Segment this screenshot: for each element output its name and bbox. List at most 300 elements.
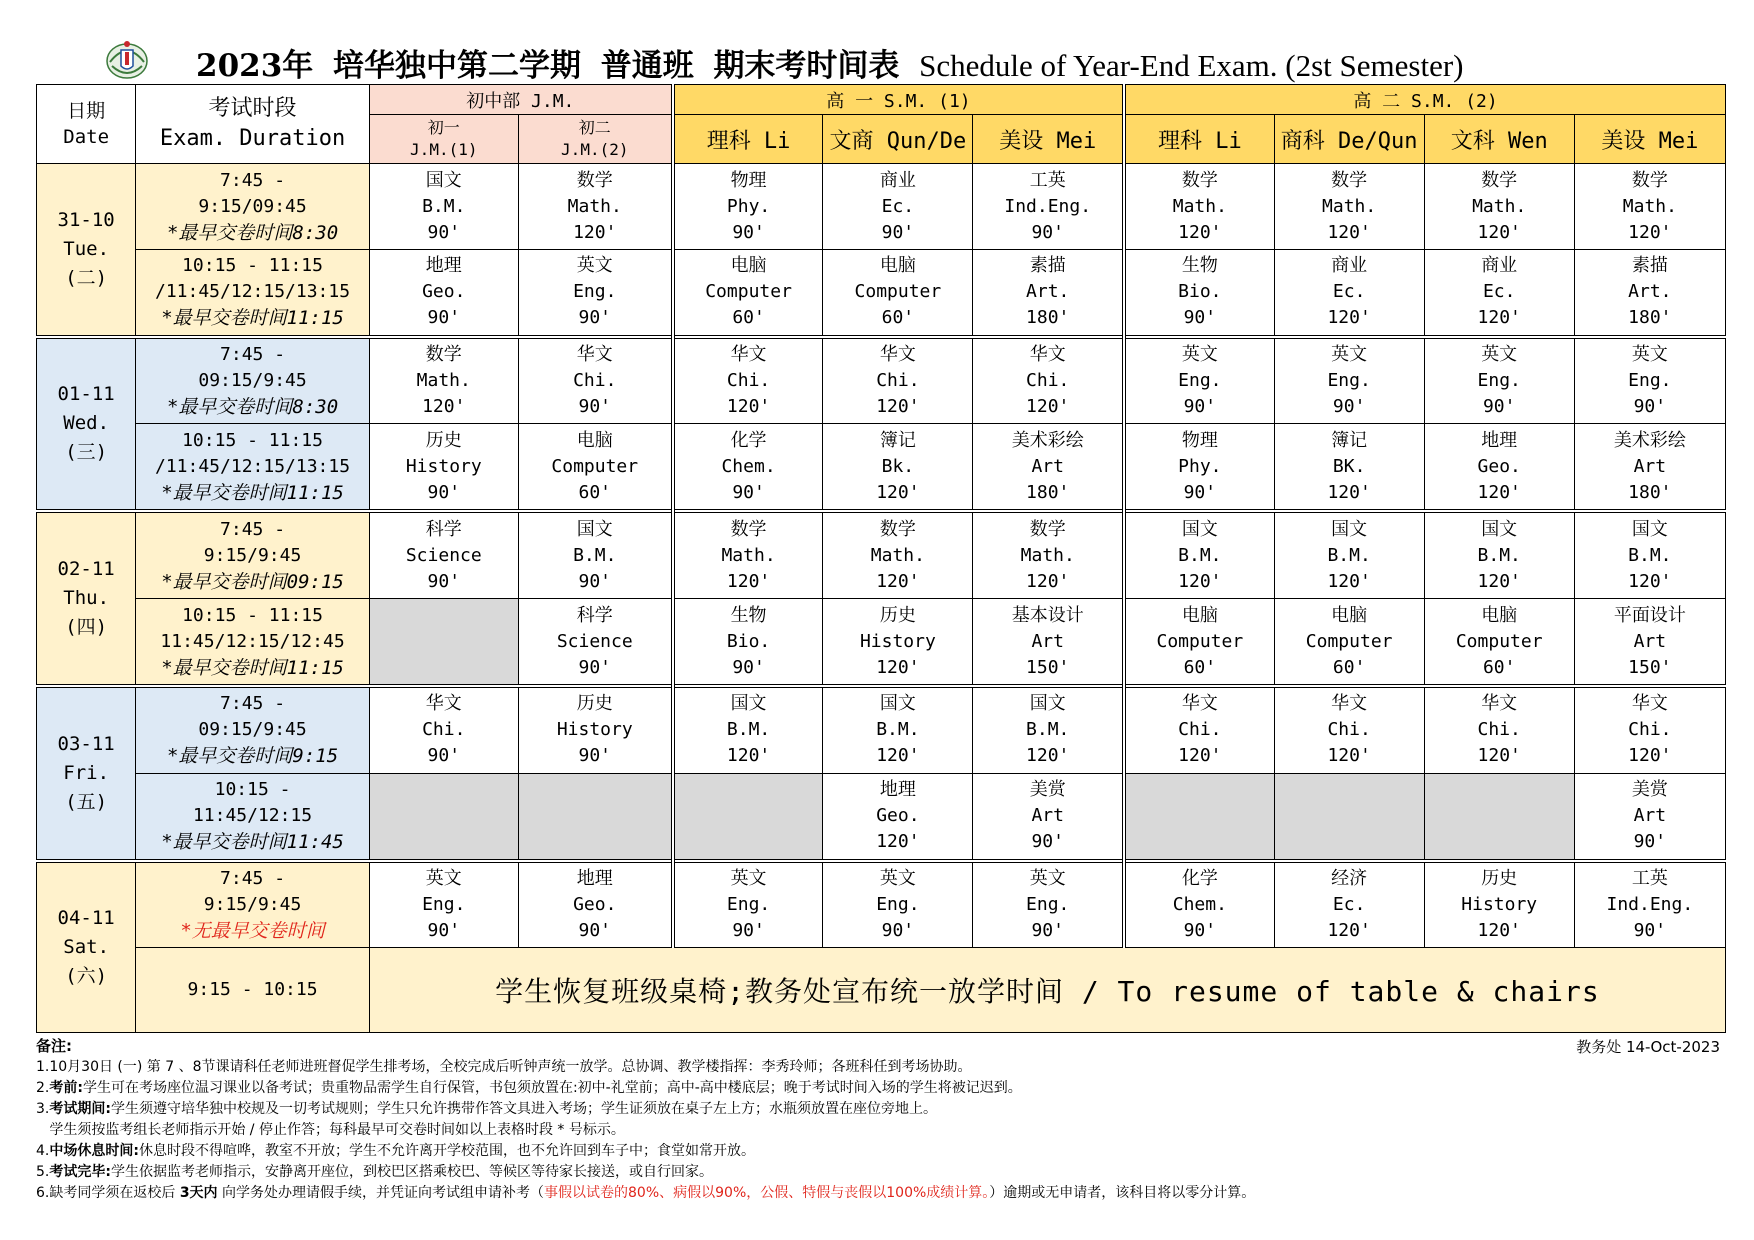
exam-cell bbox=[1424, 164, 1574, 250]
time-slot bbox=[136, 164, 370, 250]
day-cn: (六) bbox=[65, 964, 108, 987]
note-5: 5.考试完毕:学生依据监考老师指示，安静离开座位，到校巴区搭乘校巴、等候区等待家长接送，或自行回家。 bbox=[36, 1164, 713, 1180]
exam-cell bbox=[1274, 337, 1424, 424]
day-dow: Tue. bbox=[63, 237, 110, 260]
subject-cn: 电脑 bbox=[730, 255, 767, 277]
duration: 90' bbox=[1633, 831, 1667, 853]
school-logo-icon bbox=[104, 36, 150, 82]
duration: 90' bbox=[732, 919, 765, 941]
subject-cn: 地理 bbox=[1481, 429, 1518, 451]
earliest-submit-note: *最早交卷时间11:15 bbox=[161, 656, 344, 679]
time-range: 10:15 - bbox=[214, 779, 291, 801]
subject-cn: 电脑 bbox=[1181, 604, 1218, 626]
subject-cn: 华文 bbox=[1481, 693, 1518, 715]
duration: 120' bbox=[1178, 221, 1222, 243]
time-range: 09:15/9:45 bbox=[198, 370, 307, 392]
duration: 60' bbox=[578, 481, 612, 503]
exam-cell bbox=[823, 249, 973, 336]
earliest-submit-note: *无最早交卷时间 bbox=[180, 919, 325, 942]
subject-en: Computer bbox=[1455, 630, 1543, 652]
duration: 90' bbox=[427, 481, 461, 503]
note-1: 1.10月30日 (一) 第 7 、8节课请科任老师进班督促学生排考场，全校完成后听钟声统一放学。总协调、教学楼指挥：李秀玲师；各班科任到考场协助。 bbox=[36, 1059, 972, 1075]
subject-cn: 基本设计 bbox=[1011, 604, 1084, 626]
subject-cn: 数学 bbox=[1029, 518, 1066, 540]
duration: 90' bbox=[427, 307, 461, 329]
duration: 90' bbox=[1031, 221, 1064, 243]
day-cell bbox=[37, 511, 136, 686]
subject-en: Ec. bbox=[1332, 281, 1366, 303]
subject-en: Chem. bbox=[721, 455, 776, 477]
subject-en: Eng. bbox=[422, 893, 466, 915]
day-cell bbox=[37, 861, 136, 1033]
subject-cn: 英文 bbox=[1029, 867, 1066, 889]
subject-cn: 美赏 bbox=[1029, 779, 1066, 801]
subject-cn: 英文 bbox=[1631, 344, 1668, 366]
subject-cn: 地理 bbox=[576, 867, 613, 889]
duration: 120' bbox=[876, 656, 920, 678]
note-4: 4.中场休息时间:休息时段不得喧哗，教室不开放；学生不允许离开学校范围，也不允许回到车子中；食堂如常开放。 bbox=[36, 1143, 755, 1159]
exam-cell bbox=[1124, 337, 1274, 424]
day-dow: Sat. bbox=[63, 935, 110, 958]
empty-slot bbox=[518, 773, 673, 860]
subject-en: Chi. bbox=[573, 370, 617, 392]
subject-en: Phy. bbox=[726, 195, 771, 217]
empty-slot bbox=[1124, 773, 1274, 860]
duration: 120' bbox=[1026, 396, 1070, 418]
exam-cell bbox=[1274, 599, 1424, 686]
time-slot: 9:15 - 10:15 bbox=[136, 948, 370, 1033]
subject-cn: 化学 bbox=[1181, 867, 1218, 889]
duration: 120' bbox=[1477, 570, 1521, 592]
subject-cn: 美术彩绘 bbox=[1011, 429, 1084, 451]
exam-cell bbox=[1424, 249, 1574, 336]
time-range: 09:15/9:45 bbox=[198, 719, 307, 741]
schedule-row bbox=[37, 773, 1726, 860]
subject-en: Chi. bbox=[726, 370, 771, 392]
duration: 120' bbox=[1628, 570, 1672, 592]
time-range: 11:45/12:15/12:45 bbox=[160, 630, 345, 652]
subject-en: Math. bbox=[416, 370, 471, 392]
subject-cn: 地理 bbox=[879, 779, 916, 801]
subject-cn: 化学 bbox=[730, 429, 767, 451]
exam-cell bbox=[673, 686, 823, 773]
exam-cell bbox=[369, 249, 518, 336]
subject-en: Geo. bbox=[422, 281, 466, 303]
subject-en: B.M. bbox=[1477, 544, 1521, 566]
header-sm2-wen: 文科 Wen bbox=[1424, 115, 1574, 164]
duration: 90' bbox=[1031, 919, 1064, 941]
duration: 120' bbox=[1178, 570, 1222, 592]
exam-cell bbox=[1424, 599, 1574, 686]
empty-slot bbox=[369, 599, 518, 686]
exam-cell bbox=[518, 861, 673, 948]
earliest-submit-note: *最早交卷时间11:15 bbox=[161, 481, 344, 504]
subject-cn: 生物 bbox=[730, 604, 767, 626]
exam-cell bbox=[1424, 861, 1574, 948]
subject-en: Eng. bbox=[1178, 370, 1222, 392]
subject-en: Art bbox=[1031, 805, 1064, 827]
duration: 120' bbox=[876, 570, 920, 592]
subject-en: Eng. bbox=[876, 893, 920, 915]
subject-cn: 经济 bbox=[1331, 867, 1368, 889]
subject-cn: 物理 bbox=[1181, 429, 1218, 451]
exam-cell bbox=[369, 337, 518, 424]
time-range: 7:45 - bbox=[220, 693, 286, 715]
duration: 90' bbox=[732, 221, 765, 243]
subject-cn: 生物 bbox=[1181, 255, 1218, 277]
subject-cn: 华文 bbox=[1181, 693, 1218, 715]
empty-slot bbox=[673, 773, 823, 860]
subject-en: Computer bbox=[1156, 630, 1244, 652]
time-range: 10:15 - 11:15 bbox=[182, 429, 323, 451]
earliest-submit-note: *最早交卷时间11:15 bbox=[161, 307, 344, 330]
exam-cell bbox=[518, 686, 673, 773]
duration: 90' bbox=[578, 919, 612, 941]
schedule-row bbox=[37, 164, 1726, 250]
duration: 60' bbox=[1332, 656, 1366, 678]
subject-en: Art bbox=[1031, 455, 1064, 477]
subject-cn: 国文 bbox=[730, 693, 767, 715]
exam-cell bbox=[673, 337, 823, 424]
schedule-row bbox=[37, 599, 1726, 686]
duration: 120' bbox=[726, 745, 771, 767]
exam-cell bbox=[369, 424, 518, 511]
subject-cn: 数学 bbox=[1331, 169, 1368, 191]
subject-cn: 科学 bbox=[576, 604, 613, 626]
duration: 120' bbox=[1327, 307, 1371, 329]
duration: 60' bbox=[1482, 656, 1516, 678]
exam-cell bbox=[1124, 164, 1274, 250]
subject-cn: 华文 bbox=[576, 344, 613, 366]
exam-cell bbox=[973, 511, 1124, 598]
day-dow: Wed. bbox=[63, 412, 110, 435]
subject-en: Eng. bbox=[573, 281, 617, 303]
note-3: 3.考试期间:学生须遵守培华独中校规及一切考试规则；学生只允许携带作答文具进入考场；学生证须放在桌子左上方；水瓶须放置在座位旁地上。 bbox=[36, 1101, 937, 1117]
subject-en: Math. bbox=[721, 544, 776, 566]
exam-cell bbox=[1274, 861, 1424, 948]
day-date: 04-11 bbox=[57, 906, 115, 929]
subject-cn: 国文 bbox=[1331, 518, 1368, 540]
duration: 90' bbox=[1031, 831, 1064, 853]
subject-en: Ind.Eng. bbox=[1004, 195, 1092, 217]
duration: 120' bbox=[876, 481, 920, 503]
subject-cn: 簿记 bbox=[879, 429, 916, 451]
resume-banner: 学生恢复班级桌椅;教务处宣布统一放学时间 / To resume of table & chairs bbox=[369, 948, 1725, 1033]
day-date: 31-10 bbox=[57, 208, 115, 231]
time-range: 7:45 - bbox=[220, 344, 286, 366]
subject-cn: 素描 bbox=[1029, 255, 1066, 277]
subject-en: Geo. bbox=[573, 893, 617, 915]
header-sm1-mei: 美设 Mei bbox=[973, 115, 1124, 164]
subject-cn: 英文 bbox=[1181, 344, 1218, 366]
duration: 120' bbox=[422, 396, 466, 418]
exam-cell bbox=[1274, 164, 1424, 250]
subject-en: Bk. bbox=[881, 455, 915, 477]
exam-cell bbox=[673, 249, 823, 336]
empty-slot bbox=[1424, 773, 1574, 860]
time-slot bbox=[136, 337, 370, 424]
exam-cell bbox=[1124, 511, 1274, 598]
subject-en: Phy. bbox=[1178, 455, 1222, 477]
subject-en: Bio. bbox=[726, 630, 771, 652]
subject-cn: 国文 bbox=[425, 169, 462, 191]
subject-en: History bbox=[859, 630, 936, 652]
exam-cell bbox=[1124, 686, 1274, 773]
subject-cn: 历史 bbox=[879, 604, 916, 626]
time-range: /11:45/12:15/13:15 bbox=[155, 281, 351, 303]
subject-en: Eng. bbox=[1628, 370, 1672, 392]
subject-cn: 历史 bbox=[425, 429, 462, 451]
duration: 120' bbox=[876, 745, 920, 767]
subject-cn: 华文 bbox=[1631, 693, 1668, 715]
duration: 120' bbox=[726, 396, 771, 418]
duration: 120' bbox=[1477, 481, 1521, 503]
time-slot bbox=[136, 861, 370, 948]
exam-cell bbox=[1424, 686, 1574, 773]
subject-en: Bio. bbox=[1178, 281, 1222, 303]
header-date: 日期 Date bbox=[37, 85, 136, 164]
duration: 90' bbox=[1332, 396, 1366, 418]
duration: 90' bbox=[1183, 481, 1217, 503]
time-slot bbox=[136, 686, 370, 773]
subject-en: Chi. bbox=[1327, 719, 1371, 741]
time-range: /11:45/12:15/13:15 bbox=[155, 455, 351, 477]
duration: 120' bbox=[1327, 481, 1371, 503]
exam-cell bbox=[973, 249, 1124, 336]
duration: 120' bbox=[1327, 919, 1371, 941]
exam-cell bbox=[518, 337, 673, 424]
day-cell bbox=[37, 337, 136, 512]
exam-cell bbox=[973, 337, 1124, 424]
subject-en: Geo. bbox=[1477, 455, 1521, 477]
header-sm1-li: 理科 Li bbox=[673, 115, 823, 164]
exam-cell bbox=[823, 164, 973, 250]
subject-cn: 商业 bbox=[1331, 255, 1368, 277]
subject-en: History bbox=[556, 719, 633, 741]
exam-cell bbox=[518, 511, 673, 598]
day-cn: (二) bbox=[65, 266, 108, 289]
exam-cell bbox=[823, 773, 973, 860]
subject-en: Computer bbox=[551, 455, 639, 477]
subject-cn: 英文 bbox=[730, 867, 767, 889]
subject-en: Art bbox=[1633, 630, 1667, 652]
exam-cell bbox=[823, 511, 973, 598]
day-cell bbox=[37, 164, 136, 337]
note-2: 2.考前:学生可在考场座位温习课业以备考试；贵重物品需学生自行保管，书包须放置在:初中-礼堂前；高中-高中楼底层；晚于考试时间入场的学生将被记迟到。 bbox=[36, 1080, 1022, 1096]
subject-cn: 平面设计 bbox=[1613, 604, 1686, 626]
subject-cn: 数学 bbox=[730, 518, 767, 540]
subject-en: Math. bbox=[1172, 195, 1227, 217]
subject-en: Math. bbox=[1472, 195, 1527, 217]
issuer-stamp: 教务处 14-Oct-2023 bbox=[1576, 1038, 1720, 1056]
time-slot bbox=[136, 249, 370, 336]
header-jm1: 初一 J.M.(1) bbox=[369, 115, 518, 164]
subject-en: Chi. bbox=[1026, 370, 1070, 392]
subject-en: Eng. bbox=[726, 893, 771, 915]
subject-cn: 国文 bbox=[879, 693, 916, 715]
empty-slot bbox=[369, 773, 518, 860]
duration: 90' bbox=[1633, 396, 1667, 418]
exam-cell bbox=[1124, 249, 1274, 336]
exam-schedule-table bbox=[36, 84, 1726, 1033]
exam-cell bbox=[1574, 686, 1725, 773]
subject-cn: 国文 bbox=[576, 518, 613, 540]
exam-cell bbox=[673, 424, 823, 511]
subject-cn: 商业 bbox=[879, 169, 916, 191]
subject-cn: 地理 bbox=[425, 255, 462, 277]
subject-en: History bbox=[1461, 893, 1538, 915]
duration: 90' bbox=[427, 221, 461, 243]
subject-cn: 电脑 bbox=[1331, 604, 1368, 626]
time-range: 9:15/9:45 bbox=[203, 544, 302, 566]
exam-cell bbox=[1574, 599, 1725, 686]
subject-en: Ec. bbox=[1482, 281, 1516, 303]
schedule-row-final bbox=[37, 948, 1726, 1033]
subject-cn: 英文 bbox=[1481, 344, 1518, 366]
subject-cn: 华文 bbox=[1331, 693, 1368, 715]
exam-cell bbox=[1124, 861, 1274, 948]
duration: 90' bbox=[578, 396, 612, 418]
exam-cell bbox=[518, 249, 673, 336]
day-date: 03-11 bbox=[57, 732, 115, 755]
duration: 120' bbox=[1628, 221, 1672, 243]
duration: 120' bbox=[1327, 745, 1371, 767]
note-3b: 学生须按监考组长老师指示开始 / 停止作答；每科最早可交卷时间如以上表格时段 * 号标示。 bbox=[49, 1122, 625, 1138]
duration: 120' bbox=[726, 570, 771, 592]
exam-cell bbox=[823, 424, 973, 511]
exam-cell bbox=[823, 337, 973, 424]
day-cn: (四) bbox=[65, 616, 108, 639]
subject-cn: 华文 bbox=[1029, 344, 1066, 366]
subject-en: Chi. bbox=[1477, 719, 1521, 741]
subject-cn: 簿记 bbox=[1331, 429, 1368, 451]
subject-en: Ec. bbox=[1332, 893, 1366, 915]
subject-en: Ind.Eng. bbox=[1606, 893, 1694, 915]
earliest-submit-note: *最早交卷时间9:15 bbox=[166, 745, 339, 768]
empty-slot bbox=[1274, 773, 1424, 860]
subject-cn: 工英 bbox=[1029, 169, 1066, 191]
subject-en: Eng. bbox=[1477, 370, 1521, 392]
duration: 90' bbox=[578, 745, 612, 767]
duration: 90' bbox=[1633, 919, 1667, 941]
note-6: 6.缺考同学须在返校后 3天内 向学务处办理请假手续，并凭证向考试组申请补考（事假以试卷的80%、病假以90%，公假、特假与丧假以100%成绩计算。）逾期或无申请者，该科目将以零分计算。 bbox=[36, 1185, 1256, 1201]
duration: 90' bbox=[881, 221, 915, 243]
subject-en: Computer bbox=[705, 281, 792, 303]
subject-cn: 历史 bbox=[1481, 867, 1518, 889]
subject-cn: 美赏 bbox=[1631, 779, 1668, 801]
subject-en: B.M. bbox=[1178, 544, 1222, 566]
day-cn: (三) bbox=[65, 441, 108, 464]
subject-en: B.M. bbox=[876, 719, 920, 741]
time-range: 9:15/9:45 bbox=[203, 893, 302, 915]
subject-en: Math. bbox=[870, 544, 925, 566]
subject-cn: 素描 bbox=[1631, 255, 1668, 277]
header-sm2-mei: 美设 Mei bbox=[1574, 115, 1725, 164]
exam-cell bbox=[1574, 773, 1725, 860]
duration: 120' bbox=[573, 221, 617, 243]
time-range: 10:15 - 11:15 bbox=[182, 255, 323, 277]
subject-en: Art bbox=[1031, 630, 1064, 652]
exam-cell bbox=[673, 511, 823, 598]
duration: 120' bbox=[876, 831, 920, 853]
duration: 120' bbox=[1477, 307, 1521, 329]
earliest-submit-note: *最早交卷时间11:45 bbox=[161, 831, 344, 854]
exam-cell bbox=[823, 861, 973, 948]
duration: 150' bbox=[1628, 656, 1672, 678]
earliest-submit-note: *最早交卷时间09:15 bbox=[161, 570, 344, 593]
subject-cn: 工英 bbox=[1631, 867, 1668, 889]
exam-cell bbox=[973, 861, 1124, 948]
duration: 180' bbox=[1628, 481, 1672, 503]
schedule-row bbox=[37, 686, 1726, 773]
duration: 150' bbox=[1026, 656, 1070, 678]
subject-cn: 国文 bbox=[1631, 518, 1668, 540]
duration: 120' bbox=[1477, 919, 1521, 941]
day-cell bbox=[37, 686, 136, 861]
subject-cn: 科学 bbox=[425, 518, 462, 540]
exam-cell bbox=[518, 599, 673, 686]
subject-cn: 英文 bbox=[576, 255, 613, 277]
subject-cn: 华文 bbox=[425, 693, 462, 715]
schedule-row bbox=[37, 249, 1726, 336]
subject-cn: 历史 bbox=[576, 693, 613, 715]
subject-cn: 英文 bbox=[425, 867, 462, 889]
time-range: 7:45 - bbox=[220, 867, 286, 889]
duration: 120' bbox=[1026, 570, 1070, 592]
subject-cn: 电脑 bbox=[576, 429, 613, 451]
duration: 90' bbox=[578, 307, 612, 329]
duration: 90' bbox=[1482, 396, 1516, 418]
exam-cell bbox=[1574, 337, 1725, 424]
duration: 90' bbox=[427, 745, 461, 767]
exam-cell bbox=[369, 164, 518, 250]
duration: 90' bbox=[1183, 396, 1217, 418]
exam-cell bbox=[1574, 164, 1725, 250]
exam-cell bbox=[369, 686, 518, 773]
subject-en: Math. bbox=[567, 195, 622, 217]
subject-cn: 数学 bbox=[879, 518, 916, 540]
exam-cell bbox=[1574, 424, 1725, 511]
exam-cell bbox=[973, 599, 1124, 686]
duration: 120' bbox=[1178, 745, 1222, 767]
subject-en: B.M. bbox=[422, 195, 466, 217]
schedule-row bbox=[37, 424, 1726, 511]
duration: 90' bbox=[427, 919, 461, 941]
subject-en: Art bbox=[1633, 805, 1667, 827]
time-slot bbox=[136, 773, 370, 860]
exam-cell bbox=[1424, 424, 1574, 511]
subject-cn: 商业 bbox=[1481, 255, 1518, 277]
subject-en: Math. bbox=[1622, 195, 1677, 217]
subject-cn: 数学 bbox=[425, 344, 462, 366]
exam-cell bbox=[973, 424, 1124, 511]
subject-cn: 英文 bbox=[879, 867, 916, 889]
time-range: 9:15/09:45 bbox=[198, 195, 307, 217]
header-sm2-group: 高 二 S.M. (2) bbox=[1124, 85, 1725, 115]
day-date: 02-11 bbox=[57, 558, 115, 581]
exam-cell bbox=[673, 599, 823, 686]
notes-heading: 备注: bbox=[36, 1037, 72, 1055]
duration: 60' bbox=[732, 307, 765, 329]
header-sm2-de: 商科 De/Qun bbox=[1274, 115, 1424, 164]
exam-cell bbox=[1124, 599, 1274, 686]
exam-cell bbox=[1574, 861, 1725, 948]
subject-cn: 数学 bbox=[576, 169, 613, 191]
duration: 60' bbox=[881, 307, 915, 329]
duration: 90' bbox=[732, 481, 765, 503]
duration: 180' bbox=[1628, 307, 1672, 329]
time-range: 7:45 - bbox=[220, 169, 286, 191]
